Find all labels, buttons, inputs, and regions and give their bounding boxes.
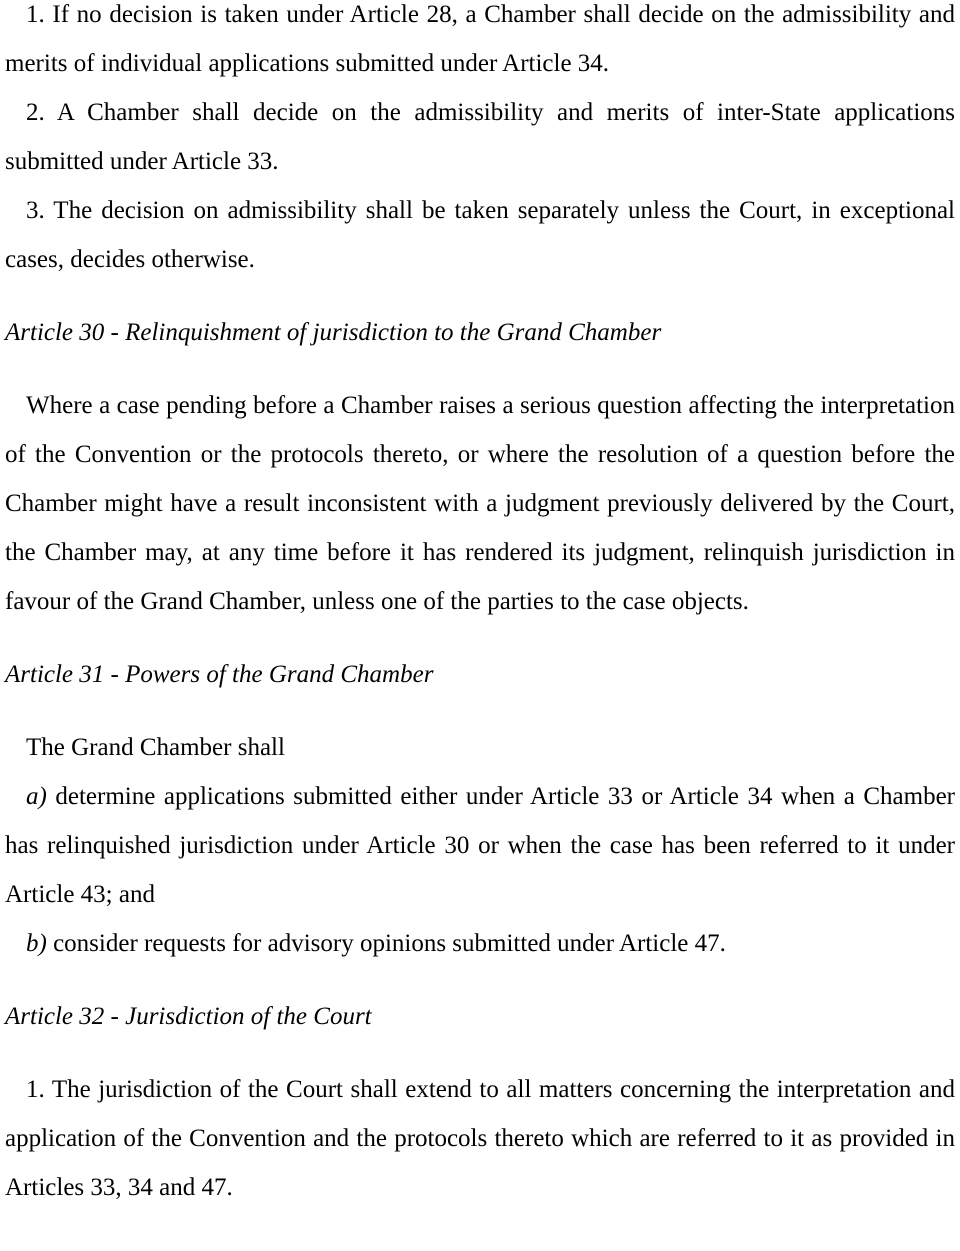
- item-a-text: determine applications submitted either under Article 33 or Article 34 when a Chamber has relinquished jurisdiction under Article 30 or when the case has been referred to it under Article 43; and: [5, 783, 955, 908]
- article-31-item-b: [5, 919, 955, 968]
- article-30-heading: Article 30 - Relinquishment of jurisdiction to the Grand Chamber: [5, 319, 662, 346]
- article-31-item-a: [5, 772, 955, 919]
- article-31-heading: Article 31 - Powers of the Grand Chamber: [5, 661, 434, 688]
- article-29-paragraph-1: 1. If no decision is taken under Article 28, a Chamber shall decide on the admissibility and merits of individual applications submitted under Article 34.: [5, 1, 955, 77]
- article-31-intro: The Grand Chamber shall: [26, 734, 285, 761]
- item-b-text: consider requests for advisory opinions submitted under Article 47.: [46, 930, 726, 957]
- item-a-label: a): [26, 783, 47, 810]
- article-32-heading: Article 32 - Jurisdiction of the Court: [5, 1003, 372, 1030]
- article-32-paragraph-1: 1. The jurisdiction of the Court shall extend to all matters concerning the interpretation and application of the Convention and the protocols thereto which are referred to it as provided in Articles 33, 34 and 47.: [5, 1076, 955, 1201]
- item-b-label: b): [26, 930, 47, 957]
- article-29-paragraph-3: 3. The decision on admissibility shall be taken separately unless the Court, in exceptional cases, decides otherwise.: [5, 197, 955, 273]
- document-page: [5, 0, 955, 1212]
- article-29-paragraph-2: 2. A Chamber shall decide on the admissibility and merits of inter-State applications submitted under Article 33.: [5, 99, 955, 175]
- article-30-body: Where a case pending before a Chamber raises a serious question affecting the interpretation of the Convention or the protocols thereto, or where the resolution of a question before the Chamber might have a result inconsistent with a judgment previously delivered by the Court, the Chamber may, at any time before it has rendered its judgment, relinquish jurisdiction in favour of the Grand Chamber, unless one of the parties to the case objects.: [5, 392, 955, 615]
